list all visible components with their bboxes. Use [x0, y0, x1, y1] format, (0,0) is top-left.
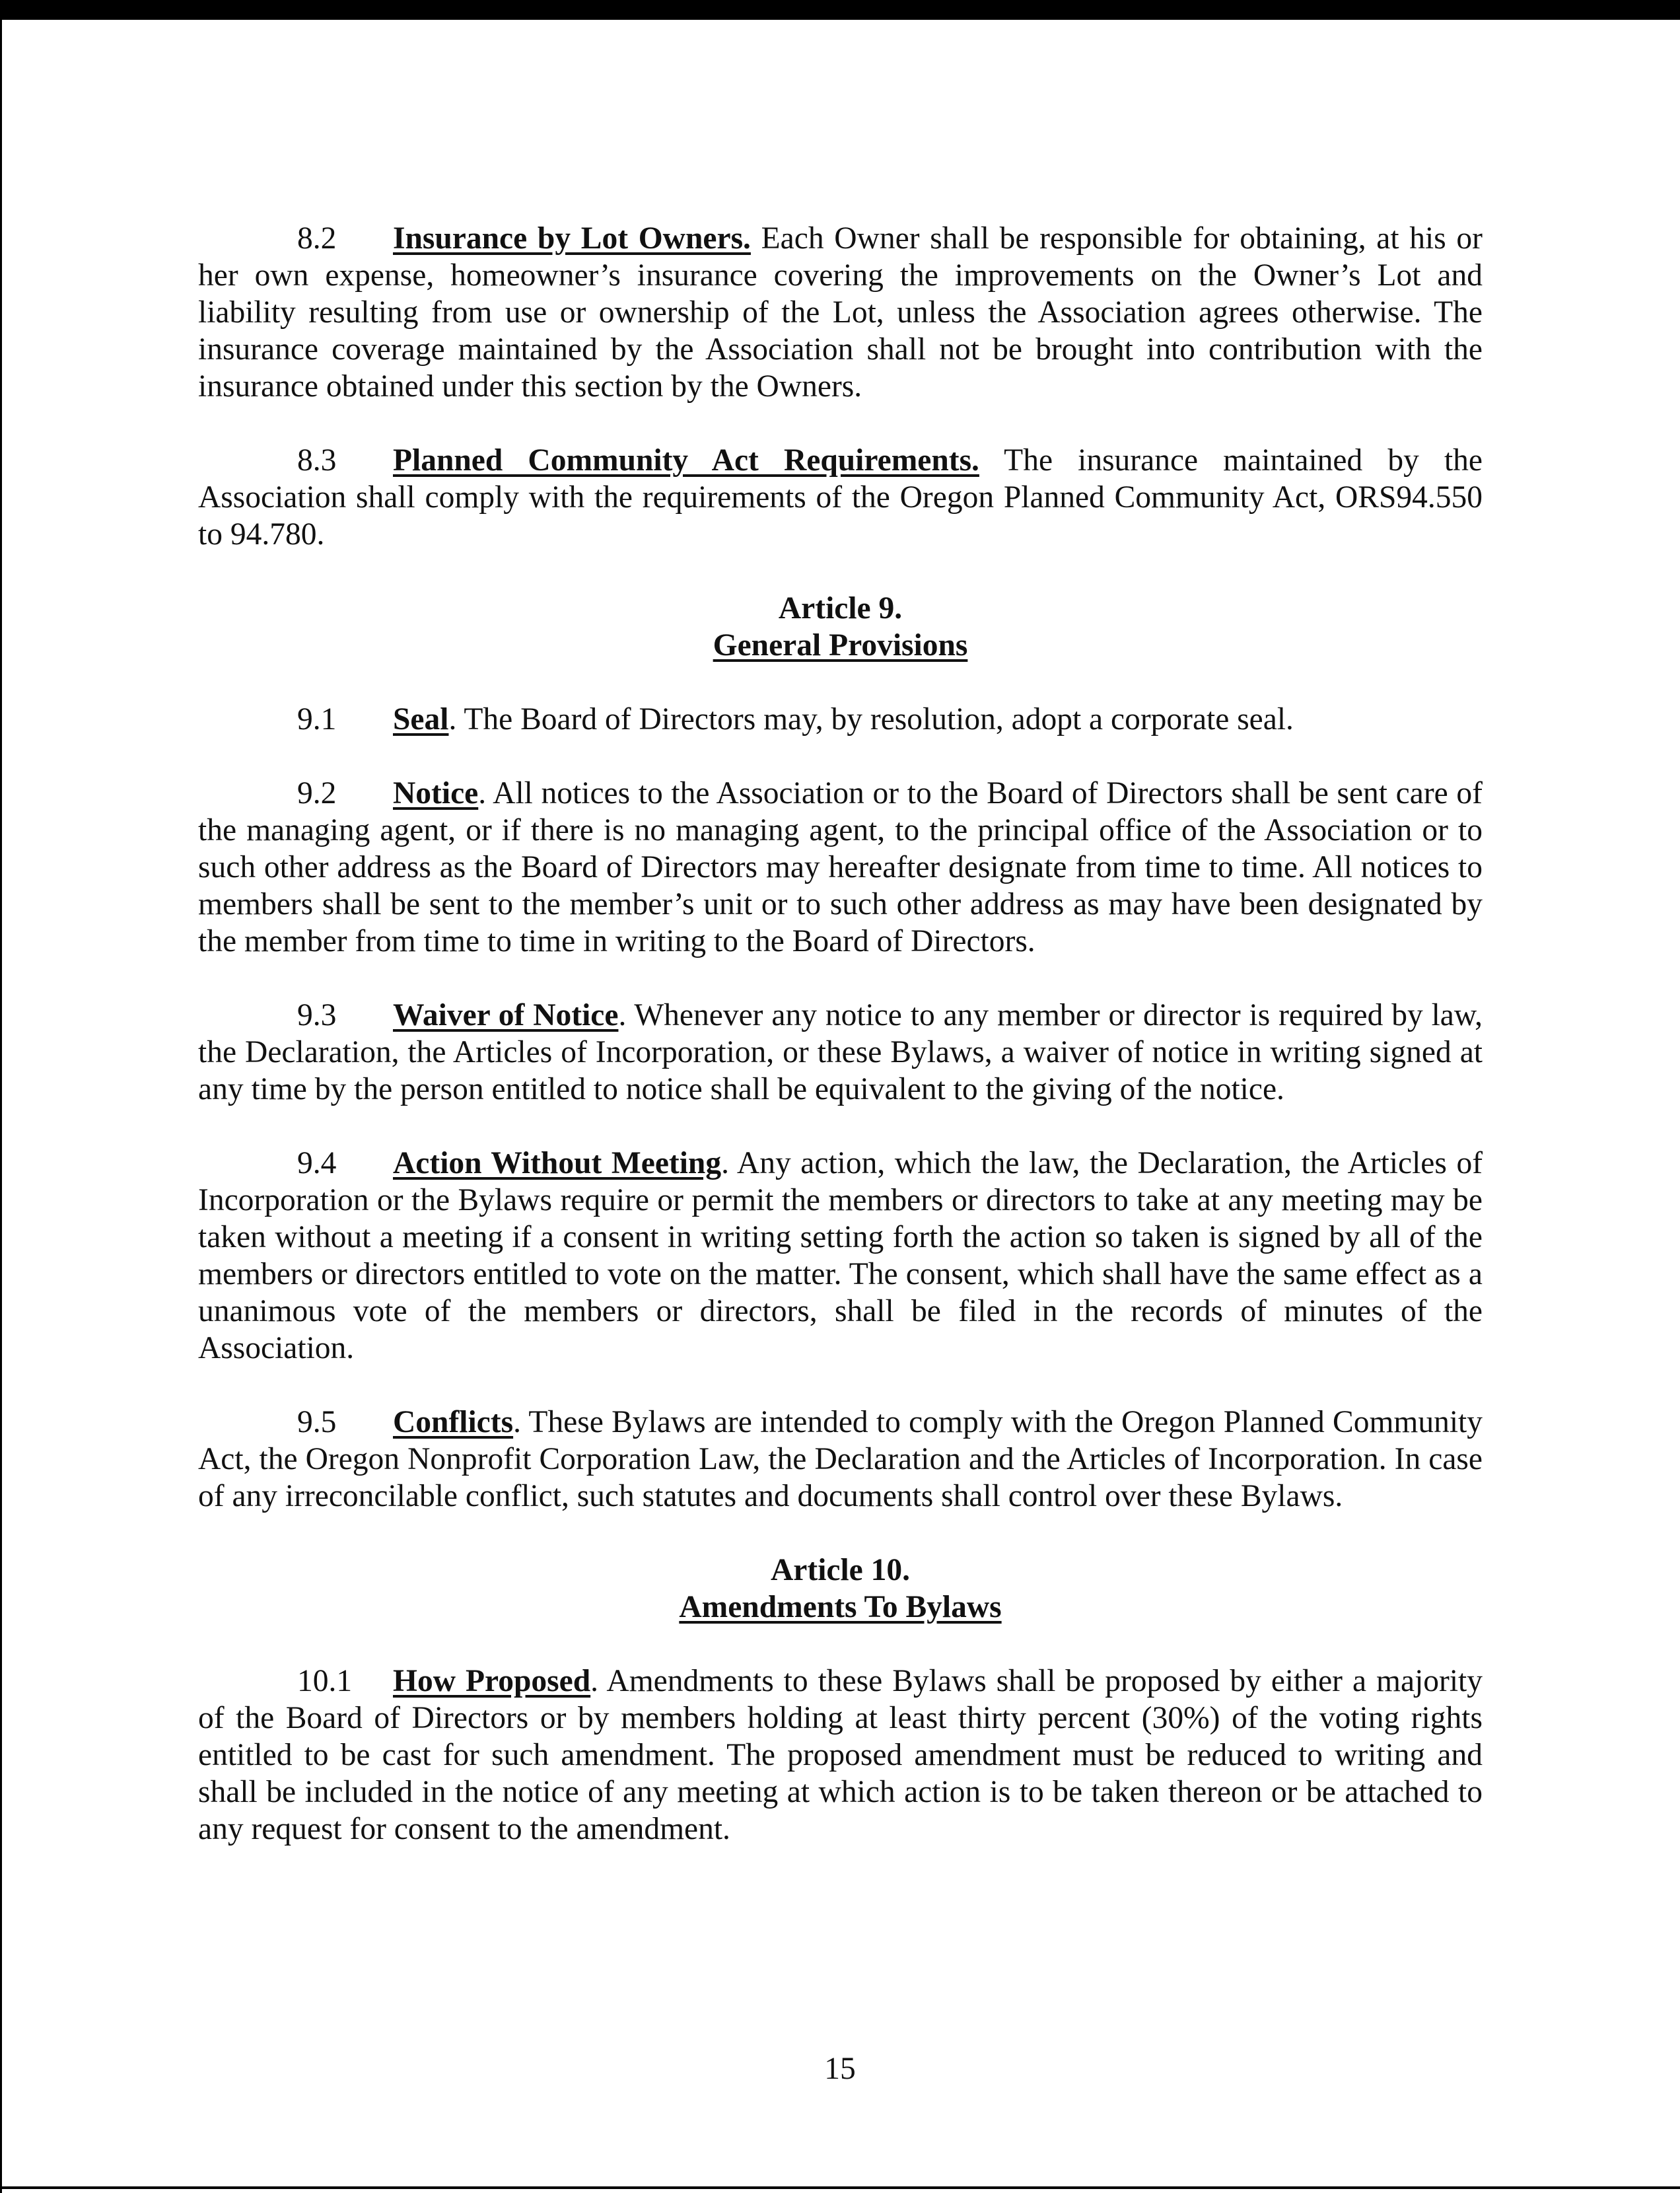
section-number: 10.1 [297, 1664, 353, 1698]
section-heading: Conflicts [393, 1405, 514, 1439]
section-8-3 [198, 442, 1483, 553]
section-9-5 [198, 1404, 1483, 1515]
section-8-2 [198, 220, 1483, 405]
section-number: 9.1 [297, 702, 337, 737]
section-heading: How Proposed [393, 1664, 591, 1698]
section-text: . These Bylaws are intended to comply with the Oregon Planned Community Act, the Oregon Nonprofit Corporation Law, the Declaration and the Articles of Incorporation. In case of any irreconcilable conflict, such statutes and documents shall control over these Bylaws. [198, 1405, 1483, 1513]
section-heading: Action Without Meeting [393, 1146, 722, 1180]
section-number: 9.2 [297, 776, 337, 810]
section-text: . All notices to the Association or to the Board of Directors shall be sent care of the managing agent, or if there is no managing agent, to the principal office of the Association or to such other address as the Board of Directors may hereafter designate from time to time. All notices to members shall be sent to the member’s unit or to such other address as may have been designated by the member from time to time in writing to the Board of Directors. [198, 776, 1483, 958]
section-text: Each Owner shall be responsible for obtaining, at his or her own expense, homeowner’s insurance covering the improvements on the Owner’s Lot and liability resulting from use or ownership of the Lot, unless the Association agrees otherwise. The insurance coverage maintained by the Association shall not be brought into contribution with the insurance obtained under this section by the Owners. [198, 221, 1483, 404]
section-9-2 [198, 775, 1483, 960]
section-heading: Waiver of Notice [393, 998, 619, 1032]
section-9-1 [198, 701, 1483, 738]
page-number: 15 [824, 2052, 856, 2086]
article-9-heading [198, 590, 1483, 664]
scan-top-border [0, 0, 1680, 20]
section-heading: Seal [393, 702, 449, 737]
section-9-4 [198, 1145, 1483, 1367]
scan-bottom-border [0, 2186, 1680, 2189]
section-number: 9.3 [297, 998, 337, 1032]
article-subtitle: Amendments To Bylaws [679, 1590, 1002, 1624]
section-number: 9.4 [297, 1146, 337, 1180]
article-10-heading [198, 1552, 1483, 1626]
section-number: 9.5 [297, 1405, 337, 1439]
section-text: . The Board of Directors may, by resolution, adopt a corporate seal. [448, 702, 1294, 737]
section-number: 8.2 [297, 221, 337, 256]
section-text: . Whenever any notice to any member or director is required by law, the Declaration, the Articles of Incorporation, or these Bylaws, a waiver of notice in writing signed at any time by the person entitled to notice shall be equivalent to the giving of the notice. [198, 998, 1483, 1106]
section-heading: Planned Community Act Requirements. [393, 443, 979, 478]
section-10-1 [198, 1663, 1483, 1848]
section-9-3 [198, 997, 1483, 1108]
article-subtitle: General Provisions [713, 628, 968, 663]
section-number: 8.3 [297, 443, 337, 478]
document-body [198, 220, 1483, 1885]
section-text: . Any action, which the law, the Declaration, the Articles of Incorporation or the Bylaws require or permit the members or directors to take at any meeting may be taken without a meeting if a consent in writing setting forth the action so taken is signed by all of the members or directors entitled to vote on the matter. The consent, which shall have the same effect as a unanimous vote of the members or directors, shall be filed in the records of minutes of the Association. [198, 1146, 1483, 1365]
section-heading: Notice [393, 776, 479, 810]
section-text: . Amendments to these Bylaws shall be proposed by either a majority of the Board of Directors or by members holding at least thirty percent (30%) of the voting rights entitled to be cast for such amendment. The proposed amendment must be reduced to writing and shall be included in the notice of any meeting at which action is to be taken thereon or be attached to any request for consent to the amendment. [198, 1664, 1483, 1846]
section-heading: Insurance by Lot Owners. [393, 221, 751, 256]
article-title: Article 10. [770, 1553, 910, 1587]
article-title: Article 9. [778, 591, 903, 626]
section-text: The insurance maintained by the Association shall comply with the requirements of the Oregon Planned Community Act, ORS94.550 to 94.780. [198, 443, 1483, 552]
scan-left-border [0, 20, 2, 2193]
